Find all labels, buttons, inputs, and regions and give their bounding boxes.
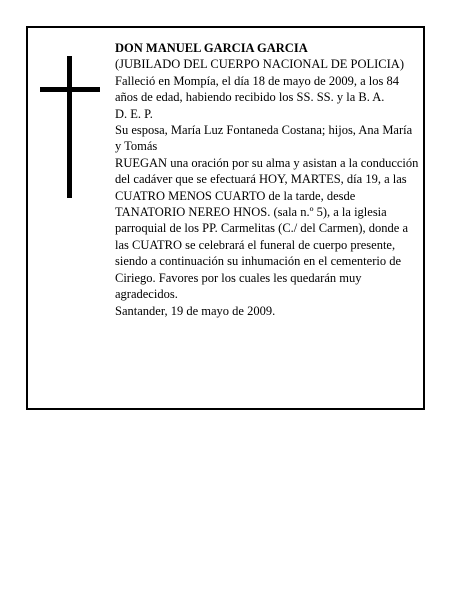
cross-horizontal-bar [40, 87, 100, 92]
cross-vertical-bar [67, 56, 72, 198]
place-date: Santander, 19 de mayo de 2009. [115, 303, 276, 318]
notice-text [115, 40, 419, 319]
death-statement: Falleció en Mompía, el día 18 de mayo de 2009, a los 84 años de edad, habiendo recibido los SS. SS. y la B. A. [115, 73, 399, 105]
funeral-request: RUEGAN una oración por su alma y asistan a la conducción del cadáver que se efectuará HOY, MARTES, día 19, a las CUATRO MENOS CUARTO de la tarde, desde TANATORIO NEREO HNOS. (sala n.º 5), a la iglesia parroquial de los PP. Carmelitas (C./ del Carmen), donde a las CUATRO se celebrará el funeral de cuerpo presente, siendo a continuación su inhumación en el cementerio de Ciriego. Favores por los cuales les quedarán muy agradecidos. [115, 155, 419, 302]
deceased-subtitle: (JUBILADO DEL CUERPO NACIONAL DE POLICIA) [115, 57, 404, 72]
family-line: Su esposa, María Luz Fontaneda Costana; hijos, Ana María y Tomás [115, 123, 413, 154]
cross-icon [40, 56, 102, 198]
rip-line: D. E. P. [115, 106, 153, 121]
deceased-name: DON MANUEL GARCIA GARCIA [115, 41, 308, 55]
obituary-notice [26, 26, 425, 410]
